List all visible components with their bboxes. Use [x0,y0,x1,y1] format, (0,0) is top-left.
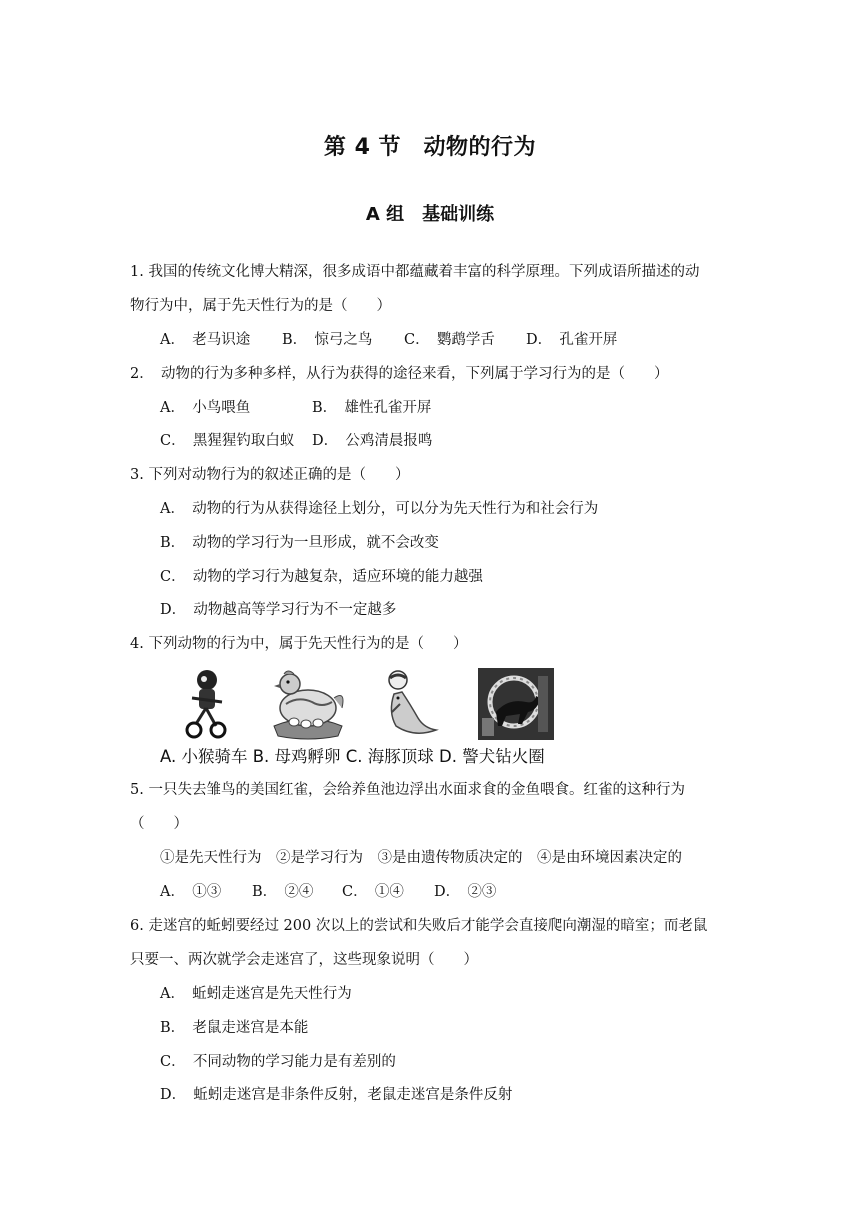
q3-stem: 3. 下列对动物行为的叙述正确的是（ ） [130,467,410,483]
q5-option-d[interactable]: D． ②③ [434,884,497,900]
q1-option-a[interactable]: A． 老马识途 [160,332,251,348]
page-title: 第 4 节 动物的行为 [323,135,537,160]
q1-option-b[interactable]: B． 惊弓之鸟 [282,332,373,348]
q3-option-c[interactable]: C． 动物的学习行为越复杂，适应环境的能力越强 [160,569,483,585]
q5-option-b[interactable]: B． ②④ [252,884,314,900]
section-subtitle: A 组 基础训练 [365,204,495,225]
q3-option-a[interactable]: A． 动物的行为从获得途径上划分，可以分为先天性行为和社会行为 [160,501,599,517]
q5-option-a[interactable]: A． ①③ [160,884,222,900]
q3-option-d[interactable]: D． 动物越高等学习行为不一定越多 [160,602,397,618]
q6-option-b[interactable]: B． 老鼠走迷宫是本能 [160,1020,309,1036]
q4-stem: 4. 下列动物的行为中，属于先天性行为的是（ ） [130,636,468,652]
q2-option-b[interactable]: B． 雄性孔雀开屏 [312,400,432,416]
q5-stem-line1: 5. 一只失去雏鸟的美国红雀，会给养鱼池边浮出水面求食的金鱼喂食。红雀的这种行为 [130,782,685,798]
q6-option-d[interactable]: D． 蚯蚓走迷宫是非条件反射，老鼠走迷宫是条件反射 [160,1087,513,1103]
police-dog-fire-ring-image[interactable] [478,668,554,740]
q2-option-a[interactable]: A． 小鸟喂鱼 [160,400,251,416]
q1-stem-line1: 1. 我国的传统文化博大精深，很多成语中都蕴藏着丰富的科学原理。下列成语所描述的动 [130,264,700,280]
q2-option-d[interactable]: D． 公鸡清晨报鸣 [312,433,433,449]
q1-option-d[interactable]: D． 孔雀开屏 [526,332,618,348]
q4-figure [160,668,580,764]
q5-option-c[interactable]: C． ①④ [342,884,404,900]
q6-option-c[interactable]: C． 不同动物的学习能力是有差别的 [160,1054,396,1070]
q4-figure-caption: A. 小猴骑车 B. 母鸡孵卵 C. 海豚顶球 D. 警犬钻火圈 [160,747,545,766]
dolphin-balancing-ball-image[interactable] [374,668,440,740]
q6-stem-line2: 只要一、两次就学会走迷宫了，这些现象说明（ ） [130,952,478,968]
q6-option-a[interactable]: A． 蚯蚓走迷宫是先天性行为 [160,986,352,1002]
q2-stem: 2． 动物的行为多种多样，从行为获得的途径来看，下列属于学习行为的是（ ） [130,366,669,382]
q5-stem-line2: （ ） [130,816,188,832]
q3-option-b[interactable]: B． 动物的学习行为一旦形成，就不会改变 [160,535,439,551]
q2-option-c[interactable]: C． 黑猩猩钓取白蚁 [160,433,295,449]
monkey-riding-bike-image[interactable] [182,668,230,740]
q5-statements: ①是先天性行为 ②是学习行为 ③是由遗传物质决定的 ④是由环境因素决定的 [160,850,682,866]
q6-stem-line1: 6. 走迷宫的蚯蚓要经过 200 次以上的尝试和失败后才能学会直接爬向潮湿的暗室；而老鼠 [130,918,708,934]
q1-option-c[interactable]: C． 鹦鹉学舌 [404,332,495,348]
hen-incubating-eggs-image[interactable] [268,668,348,740]
q1-stem-line2: 物行为中，属于先天性行为的是（ ） [130,298,391,314]
